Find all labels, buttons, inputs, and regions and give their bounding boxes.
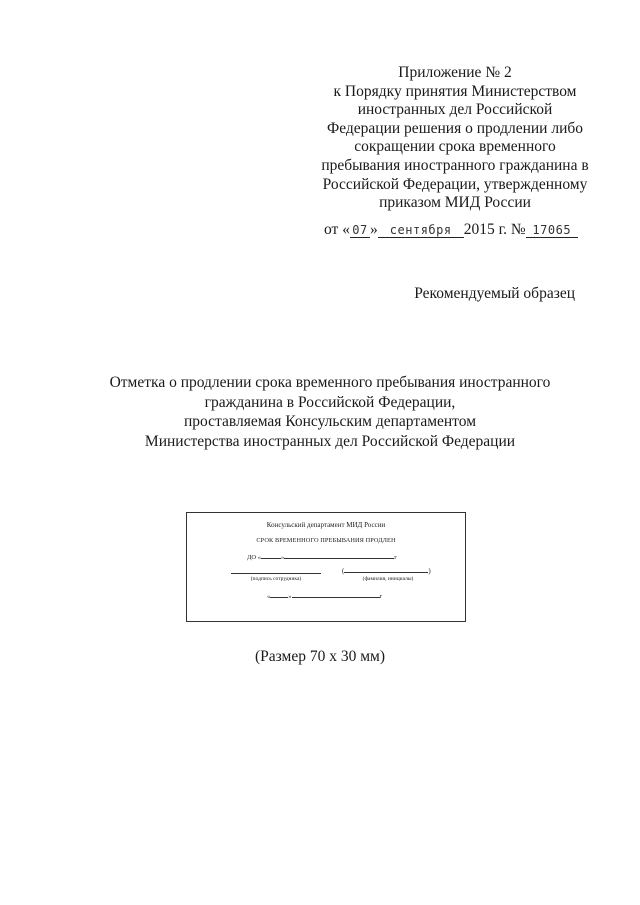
order-prefix: от « bbox=[324, 221, 350, 238]
order-month: сентября bbox=[389, 223, 452, 237]
until-prefix: ДО « bbox=[247, 554, 262, 561]
order-number-field bbox=[526, 223, 578, 238]
stamp-size-note: (Размер 70 х 30 мм) bbox=[254, 648, 386, 665]
appendix-line: пребывания иностранного гражданина в bbox=[321, 156, 589, 174]
name-field bbox=[342, 566, 431, 575]
document-title bbox=[60, 373, 600, 451]
signature-line bbox=[231, 573, 321, 574]
name-open: ( bbox=[342, 567, 345, 575]
stamp-extended-text: СРОК ВРЕМЕННОГО ПРЕБЫВАНИЯ ПРОДЛЕН bbox=[256, 537, 396, 544]
signature-label: (подпись сотрудника) bbox=[250, 576, 302, 582]
until-year: г bbox=[394, 554, 397, 561]
name-line bbox=[344, 566, 431, 575]
appendix-line: Федерации решения о продлении либо bbox=[326, 119, 583, 137]
name-close: ) bbox=[428, 567, 431, 575]
appendix-line: к Порядку принятия Министерством bbox=[333, 82, 577, 100]
appendix-line: Приложение № 2 bbox=[398, 64, 512, 81]
order-day: 07 bbox=[352, 223, 368, 237]
title-line: гражданина в Российской Федерации, bbox=[204, 393, 456, 411]
until-month-line bbox=[284, 552, 394, 559]
appendix-line: приказом МИД России bbox=[379, 194, 531, 212]
until-quote: » bbox=[281, 554, 285, 561]
date-open: « bbox=[267, 593, 271, 600]
date-quote: » bbox=[288, 593, 292, 600]
order-month-field bbox=[378, 223, 464, 238]
stamp-department: Консульский департамент МИД России bbox=[266, 521, 386, 529]
title-line: Отметка о продлении срока временного пребывания иностранного bbox=[109, 374, 551, 391]
order-number: 17065 bbox=[532, 223, 572, 237]
stamp-date-row bbox=[267, 591, 382, 600]
appendix-line: иностранных дел Российской bbox=[357, 101, 553, 119]
date-month-line bbox=[292, 591, 380, 598]
appendix-line: Российской Федерации, утвержденному bbox=[322, 175, 588, 193]
title-line: проставляемая Консульским департаментом bbox=[183, 413, 477, 430]
recommended-sample-label: Рекомендуемый образец bbox=[414, 285, 575, 302]
date-day-line bbox=[270, 591, 288, 598]
order-reference bbox=[324, 221, 578, 239]
stamp-sample bbox=[186, 512, 466, 622]
title-line: Министерства иностранных дел Российской Федерации bbox=[144, 432, 516, 450]
until-day-line bbox=[261, 552, 281, 559]
name-label: (фамилия, инициалы) bbox=[362, 576, 414, 582]
stamp-until-row bbox=[247, 552, 397, 561]
order-day-close: » bbox=[369, 221, 378, 238]
appendix-header bbox=[314, 64, 596, 213]
appendix-line: сокращении срока временного bbox=[354, 138, 556, 156]
order-day-field bbox=[350, 223, 370, 238]
order-year: 2015 г. № bbox=[463, 221, 526, 238]
date-year: г bbox=[379, 593, 383, 600]
